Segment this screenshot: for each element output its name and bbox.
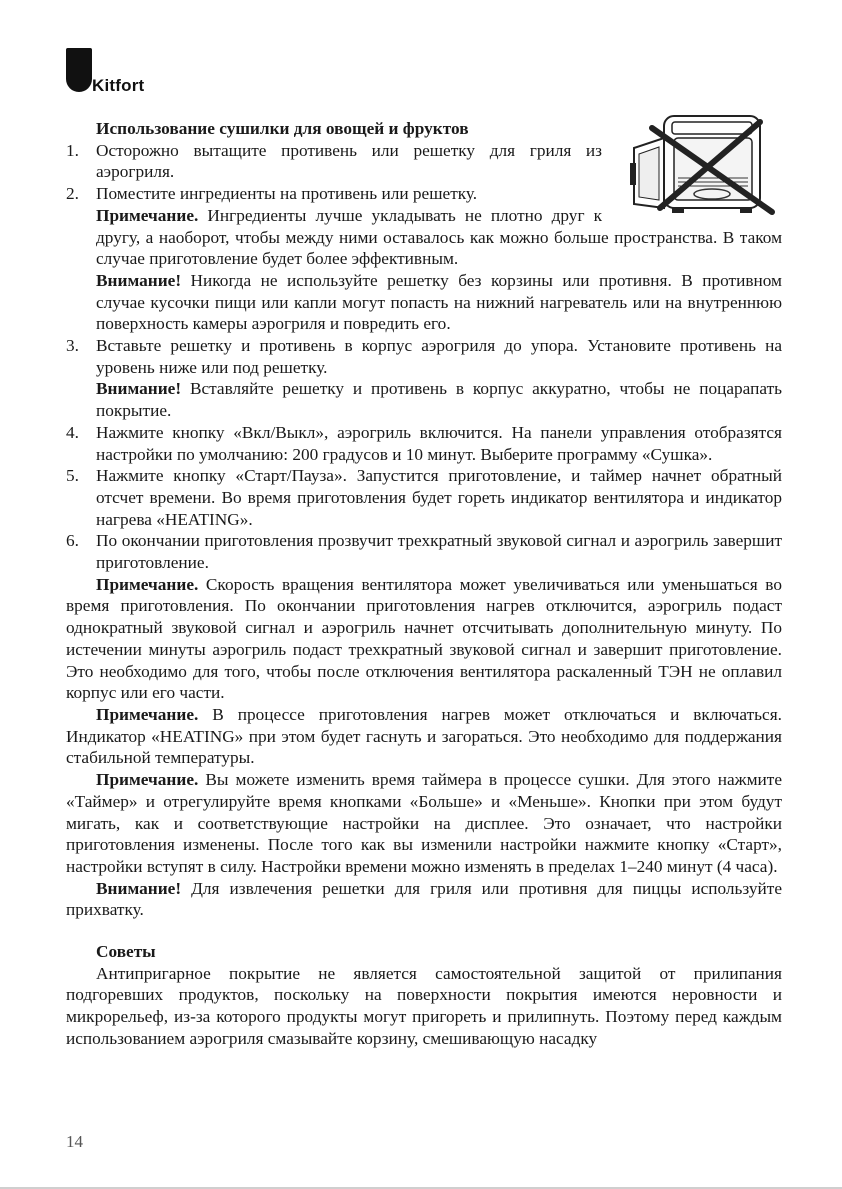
kitfort-logo-icon bbox=[66, 48, 92, 92]
steps-list bbox=[66, 335, 782, 378]
note-label: Примечание. bbox=[96, 574, 199, 594]
warning-paragraph bbox=[66, 878, 782, 921]
page-number: 14 bbox=[66, 1132, 83, 1151]
step-number: 5. bbox=[66, 466, 79, 486]
list-item bbox=[66, 530, 782, 573]
note-label: Примечание. bbox=[96, 205, 199, 225]
step-text: Поместите ингредиенты на противень или решетку. bbox=[96, 184, 478, 204]
step-number: 6. bbox=[66, 531, 79, 551]
steps-list bbox=[66, 140, 782, 205]
warning-text: Никогда не используйте решетку без корзины или противня. В противном случае кусочки пищи или капли могут попасть на нижний нагреватель или на внутреннюю поверхность камеры аэрогриля и повредить его. bbox=[96, 270, 782, 334]
note-text: В процессе приготовления нагрев может отключаться и включаться. Индикатор «HEATING» при этом будет гаснуть и загораться. Это необходимо для поддержания стабильной температуры. bbox=[66, 704, 782, 768]
main-content bbox=[66, 118, 782, 1050]
step-text: Нажмите кнопку «Вкл/Выкл», аэрогриль включится. На панели управления отобразятся настройки по умолчанию: 200 градусов и 10 минут. Выберите программу «Сушка». bbox=[96, 422, 782, 464]
list-item bbox=[66, 335, 782, 378]
step-text: По окончании приготовления прозвучит трехкратный звуковой сигнал и аэрогриль завершит приготовление. bbox=[96, 531, 782, 573]
brand-name: Kitfort bbox=[92, 76, 145, 95]
note-paragraph bbox=[66, 574, 782, 704]
warning-text: Для извлечения решетки для гриля или противня для пиццы используйте прихватку. bbox=[66, 878, 782, 920]
note-paragraph bbox=[66, 704, 782, 769]
tips-heading: Советы bbox=[96, 942, 156, 962]
section-heading: Использование сушилки для овощей и фруктов bbox=[96, 119, 469, 138]
step-warning bbox=[66, 270, 782, 335]
note-label: Примечание. bbox=[96, 704, 199, 724]
note-label: Примечание. bbox=[96, 770, 199, 790]
tips-paragraph: Антипригарное покрытие не является самостоятельной защитой от прилипания подгоревших продуктов, поскольку на поверхности покрытия имеются неровности и микрорельеф, из-за которого продукты могут пригореть и прилипнуть. Поэтому перед каждым использованием аэрогриля смазывайте корзину, смешивающую насадку bbox=[66, 963, 782, 1048]
step-text: Осторожно вытащите противень или решетку для гриля из аэрогриля. bbox=[96, 140, 602, 182]
note-paragraph bbox=[66, 769, 782, 878]
steps-list bbox=[66, 422, 782, 574]
warning-label: Внимание! bbox=[96, 379, 182, 399]
step-warning bbox=[66, 378, 782, 421]
warning-text: Вставляйте решетку и противень в корпус аккуратно, чтобы не поцарапать покрытие. bbox=[96, 379, 782, 421]
list-item bbox=[66, 140, 782, 183]
step-number: 1. bbox=[66, 140, 79, 160]
note-text: Вы можете изменить время таймера в процессе сушки. Для этого нажмите «Таймер» и отрегулируйте время кнопками «Больше» и «Меньше». Кнопки при этом будут мигать, как и соответствующие настройки на дисплее. Это означает, что настройки приготовления изменены. После того как вы изменили настройки нажмите кнопку «Старт», настройки вступят в силу. Настройки времени можно изменять в пределах 1–240 минут (4 часа). bbox=[66, 770, 782, 876]
list-item bbox=[66, 183, 782, 205]
step-number: 4. bbox=[66, 422, 79, 442]
note-text: Ингредиенты лучше укладывать не плотно друг к другу, а наоборот, чтобы между ними оставалось как можно больше пространства. В таком случае приготовление будет более эффективным. bbox=[96, 205, 782, 269]
step-number: 3. bbox=[66, 336, 79, 356]
step-number: 2. bbox=[66, 184, 79, 204]
list-item bbox=[66, 465, 782, 530]
note-text: Скорость вращения вентилятора может увеличиваться или уменьшаться во время приготовления. По окончании приготовления нагрев отключится, аэрогриль подаст однократный звуковой сигнал и аэрогриль начнет отсчитывать дополнительную минуту. По истечении минуты аэрогриль подаст трехкратный звуковой сигнал и завершит приготовление. Это необходимо для того, чтобы после отключения вентилятора раскаленный ТЭН не оплавил корпус или его части. bbox=[66, 574, 782, 703]
step-text: Нажмите кнопку «Старт/Пауза». Запустится приготовление, и таймер начнет обратный отсчет времени. Во время приготовления будет гореть индикатор вентилятора и индикатор нагрева «HEATING». bbox=[96, 466, 782, 529]
list-item bbox=[66, 422, 782, 465]
step-text: Вставьте решетку и противень в корпус аэрогриля до упора. Установите противень на уровень ниже или под решетку. bbox=[96, 336, 782, 377]
spacer bbox=[66, 921, 782, 941]
warning-label: Внимание! bbox=[96, 878, 182, 898]
warning-label: Внимание! bbox=[96, 270, 182, 290]
